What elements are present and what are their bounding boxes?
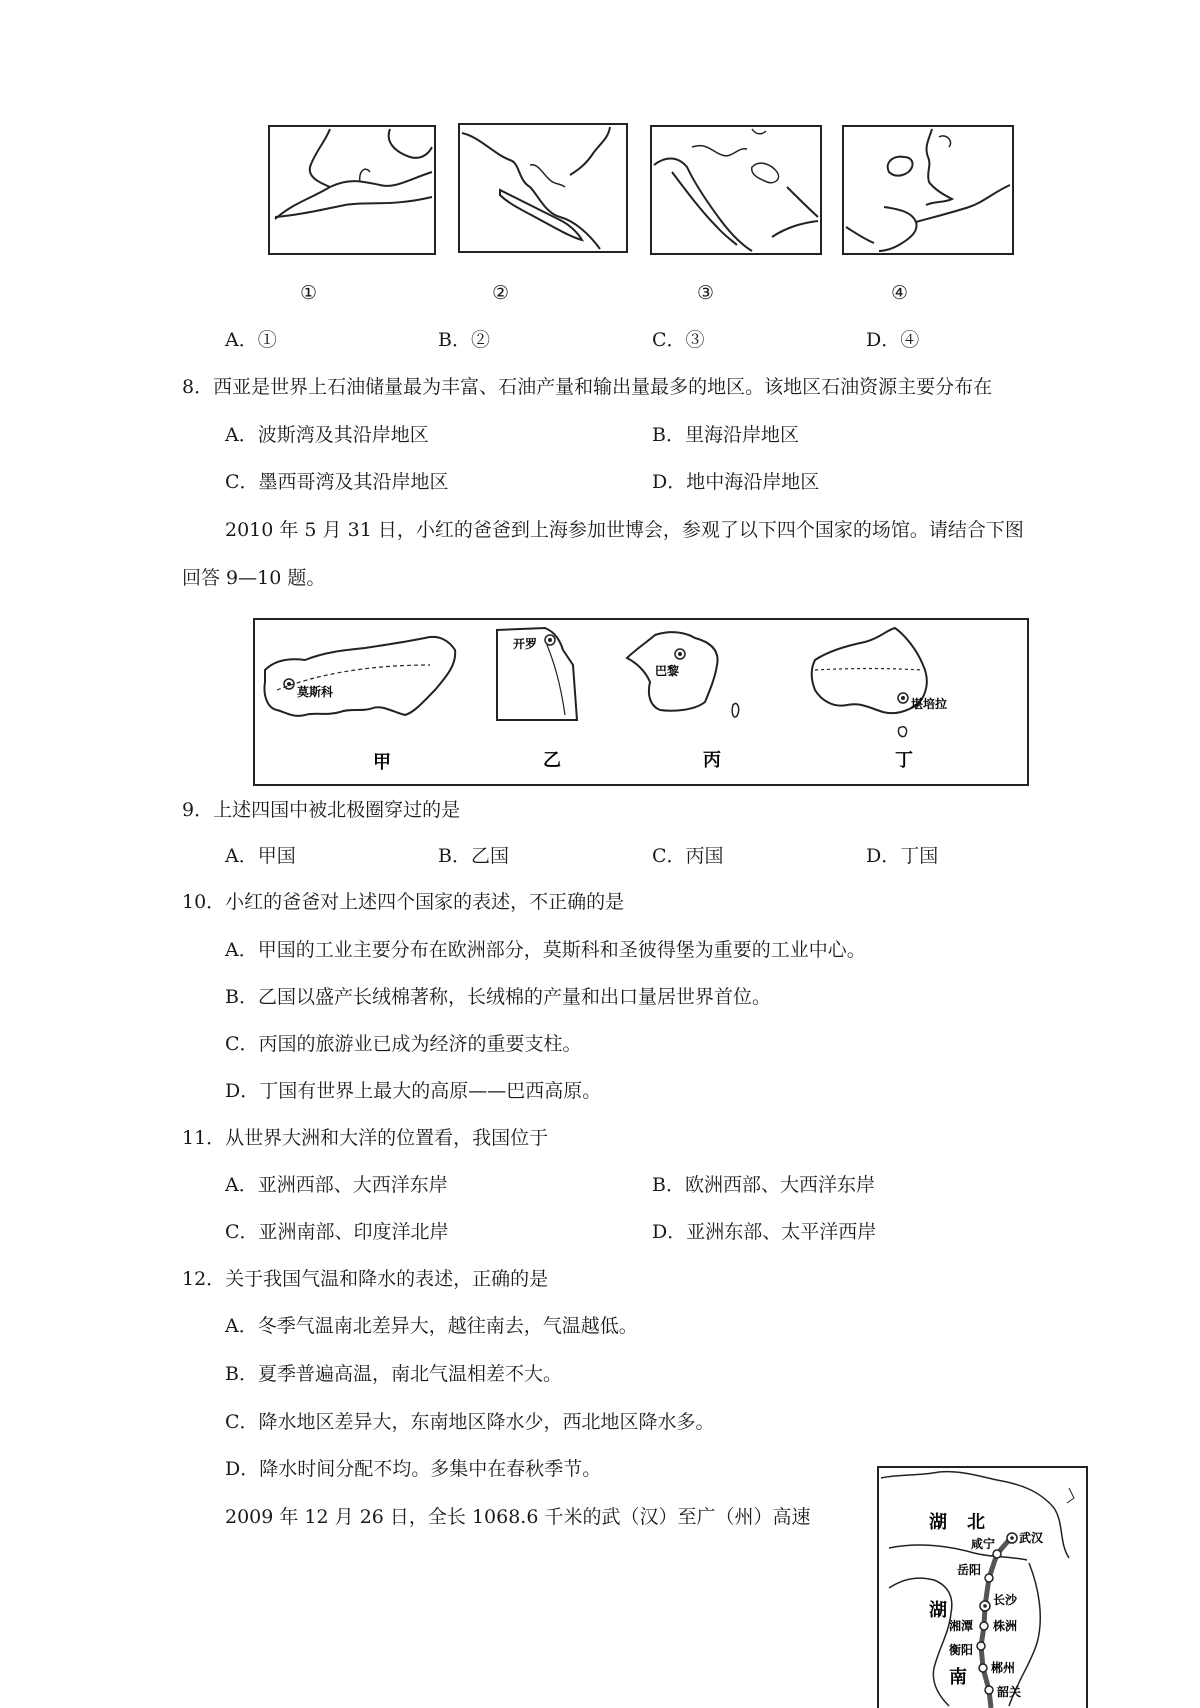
q8-option-b: B．里海沿岸地区 — [652, 424, 799, 446]
q9-option-c: C．丙国 — [652, 845, 724, 867]
city-label-paris: 巴黎 — [655, 664, 680, 678]
figure-label-3: ③ — [697, 282, 715, 304]
city-label-cairo: 开罗 — [513, 637, 538, 651]
q10-option-d: D．丁国有世界上最大的高原——巴西高原。 — [225, 1080, 602, 1102]
q11-option-a: A．亚洲西部、大西洋东岸 — [225, 1174, 448, 1196]
map-4 — [842, 125, 1014, 255]
station-wuhan: 武汉 — [1019, 1531, 1044, 1545]
map-name-yi: 乙 — [543, 750, 561, 771]
map-3 — [650, 125, 822, 255]
q7-option-a: A．① — [225, 329, 277, 351]
city-label-moscow: 莫斯科 — [297, 685, 334, 699]
q8-option-a: A．波斯湾及其沿岸地区 — [225, 424, 429, 446]
q8-option-d: D．地中海沿岸地区 — [652, 471, 820, 493]
station-xiangtan: 湘潭 — [949, 1619, 974, 1633]
q9-option-d: D．丁国 — [866, 845, 939, 867]
station-shaoguan: 韶关 — [997, 1685, 1022, 1699]
q12-option-b: B．夏季普遍高温，南北气温相差不大。 — [225, 1363, 562, 1385]
station-zhuzhou: 株洲 — [993, 1619, 1018, 1633]
q12-stem: 12．关于我国气温和降水的表述，正确的是 — [182, 1268, 549, 1290]
q11-option-b: B．欧洲西部、大西洋东岸 — [652, 1174, 875, 1196]
q12-option-d: D．降水时间分配不均。多集中在春秋季节。 — [225, 1458, 602, 1480]
station-changsha: 长沙 — [993, 1593, 1018, 1607]
q8-option-c: C．墨西哥湾及其沿岸地区 — [225, 471, 449, 493]
figure-label-4: ④ — [891, 282, 909, 304]
q9-stem: 9．上述四国中被北极圈穿过的是 — [182, 799, 461, 821]
rail-map-figure — [877, 1466, 1088, 1708]
q8-stem: 8．西亚是世界上石油储量最为丰富、石油产量和输出量最多的地区。该地区石油资源主要分布在 — [182, 376, 993, 398]
q11-option-c: C．亚洲南部、印度洋北岸 — [225, 1221, 449, 1243]
q7-option-b: B．② — [438, 329, 490, 351]
province-char-4: 南 — [949, 1667, 967, 1688]
q9-option-b: B．乙国 — [438, 845, 509, 867]
city-label-canberra: 堪培拉 — [911, 697, 948, 711]
q10-option-a: A．甲国的工业主要分布在欧洲部分，莫斯科和圣彼得堡为重要的工业中心。 — [225, 939, 866, 961]
passage-rail-line1: 2009 年 12 月 26 日，全长 1068.6 千米的武（汉）至广（州）高速 — [225, 1506, 811, 1528]
station-yueyang: 岳阳 — [957, 1563, 982, 1577]
figure-label-2: ② — [492, 282, 510, 304]
q10-stem: 10．小红的爸爸对上述四个国家的表述，不正确的是 — [182, 891, 625, 913]
station-xianning: 咸宁 — [971, 1537, 996, 1551]
q12-option-c: C．降水地区差异大，东南地区降水少，西北地区降水多。 — [225, 1411, 715, 1433]
map-1 — [268, 125, 436, 255]
q9-option-a: A．甲国 — [225, 845, 296, 867]
province-char-2: 北 — [967, 1512, 985, 1533]
passage-9-10-line1: 2010 年 5 月 31 日，小红的爸爸到上海参加世博会，参观了以下四个国家的场馆。请结合下图 — [225, 519, 1024, 541]
province-char-3: 湖 — [929, 1600, 947, 1621]
passage-9-10-line2: 回答 9—10 题。 — [182, 567, 326, 589]
figure-label-1: ① — [300, 282, 318, 304]
station-hengyang: 衡阳 — [949, 1643, 974, 1657]
province-char-1: 湖 — [929, 1512, 947, 1533]
map-name-ding: 丁 — [895, 750, 913, 771]
map-name-bing: 丙 — [703, 750, 721, 771]
q12-option-a: A．冬季气温南北差异大，越往南去，气温越低。 — [225, 1315, 638, 1337]
q10-option-b: B．乙国以盛产长绒棉著称，长绒棉的产量和出口量居世界首位。 — [225, 986, 771, 1008]
country-maps-figure — [253, 618, 1029, 786]
q11-option-d: D．亚洲东部、太平洋西岸 — [652, 1221, 877, 1243]
q10-option-c: C．丙国的旅游业已成为经济的重要支柱。 — [225, 1033, 582, 1055]
map-name-jia: 甲 — [373, 752, 391, 773]
station-chenzhou: 郴州 — [991, 1661, 1016, 1675]
q7-option-c: C．③ — [652, 329, 705, 351]
map-2 — [458, 123, 628, 253]
q7-option-d: D．④ — [866, 329, 920, 351]
q11-stem: 11．从世界大洲和大洋的位置看，我国位于 — [182, 1127, 549, 1149]
